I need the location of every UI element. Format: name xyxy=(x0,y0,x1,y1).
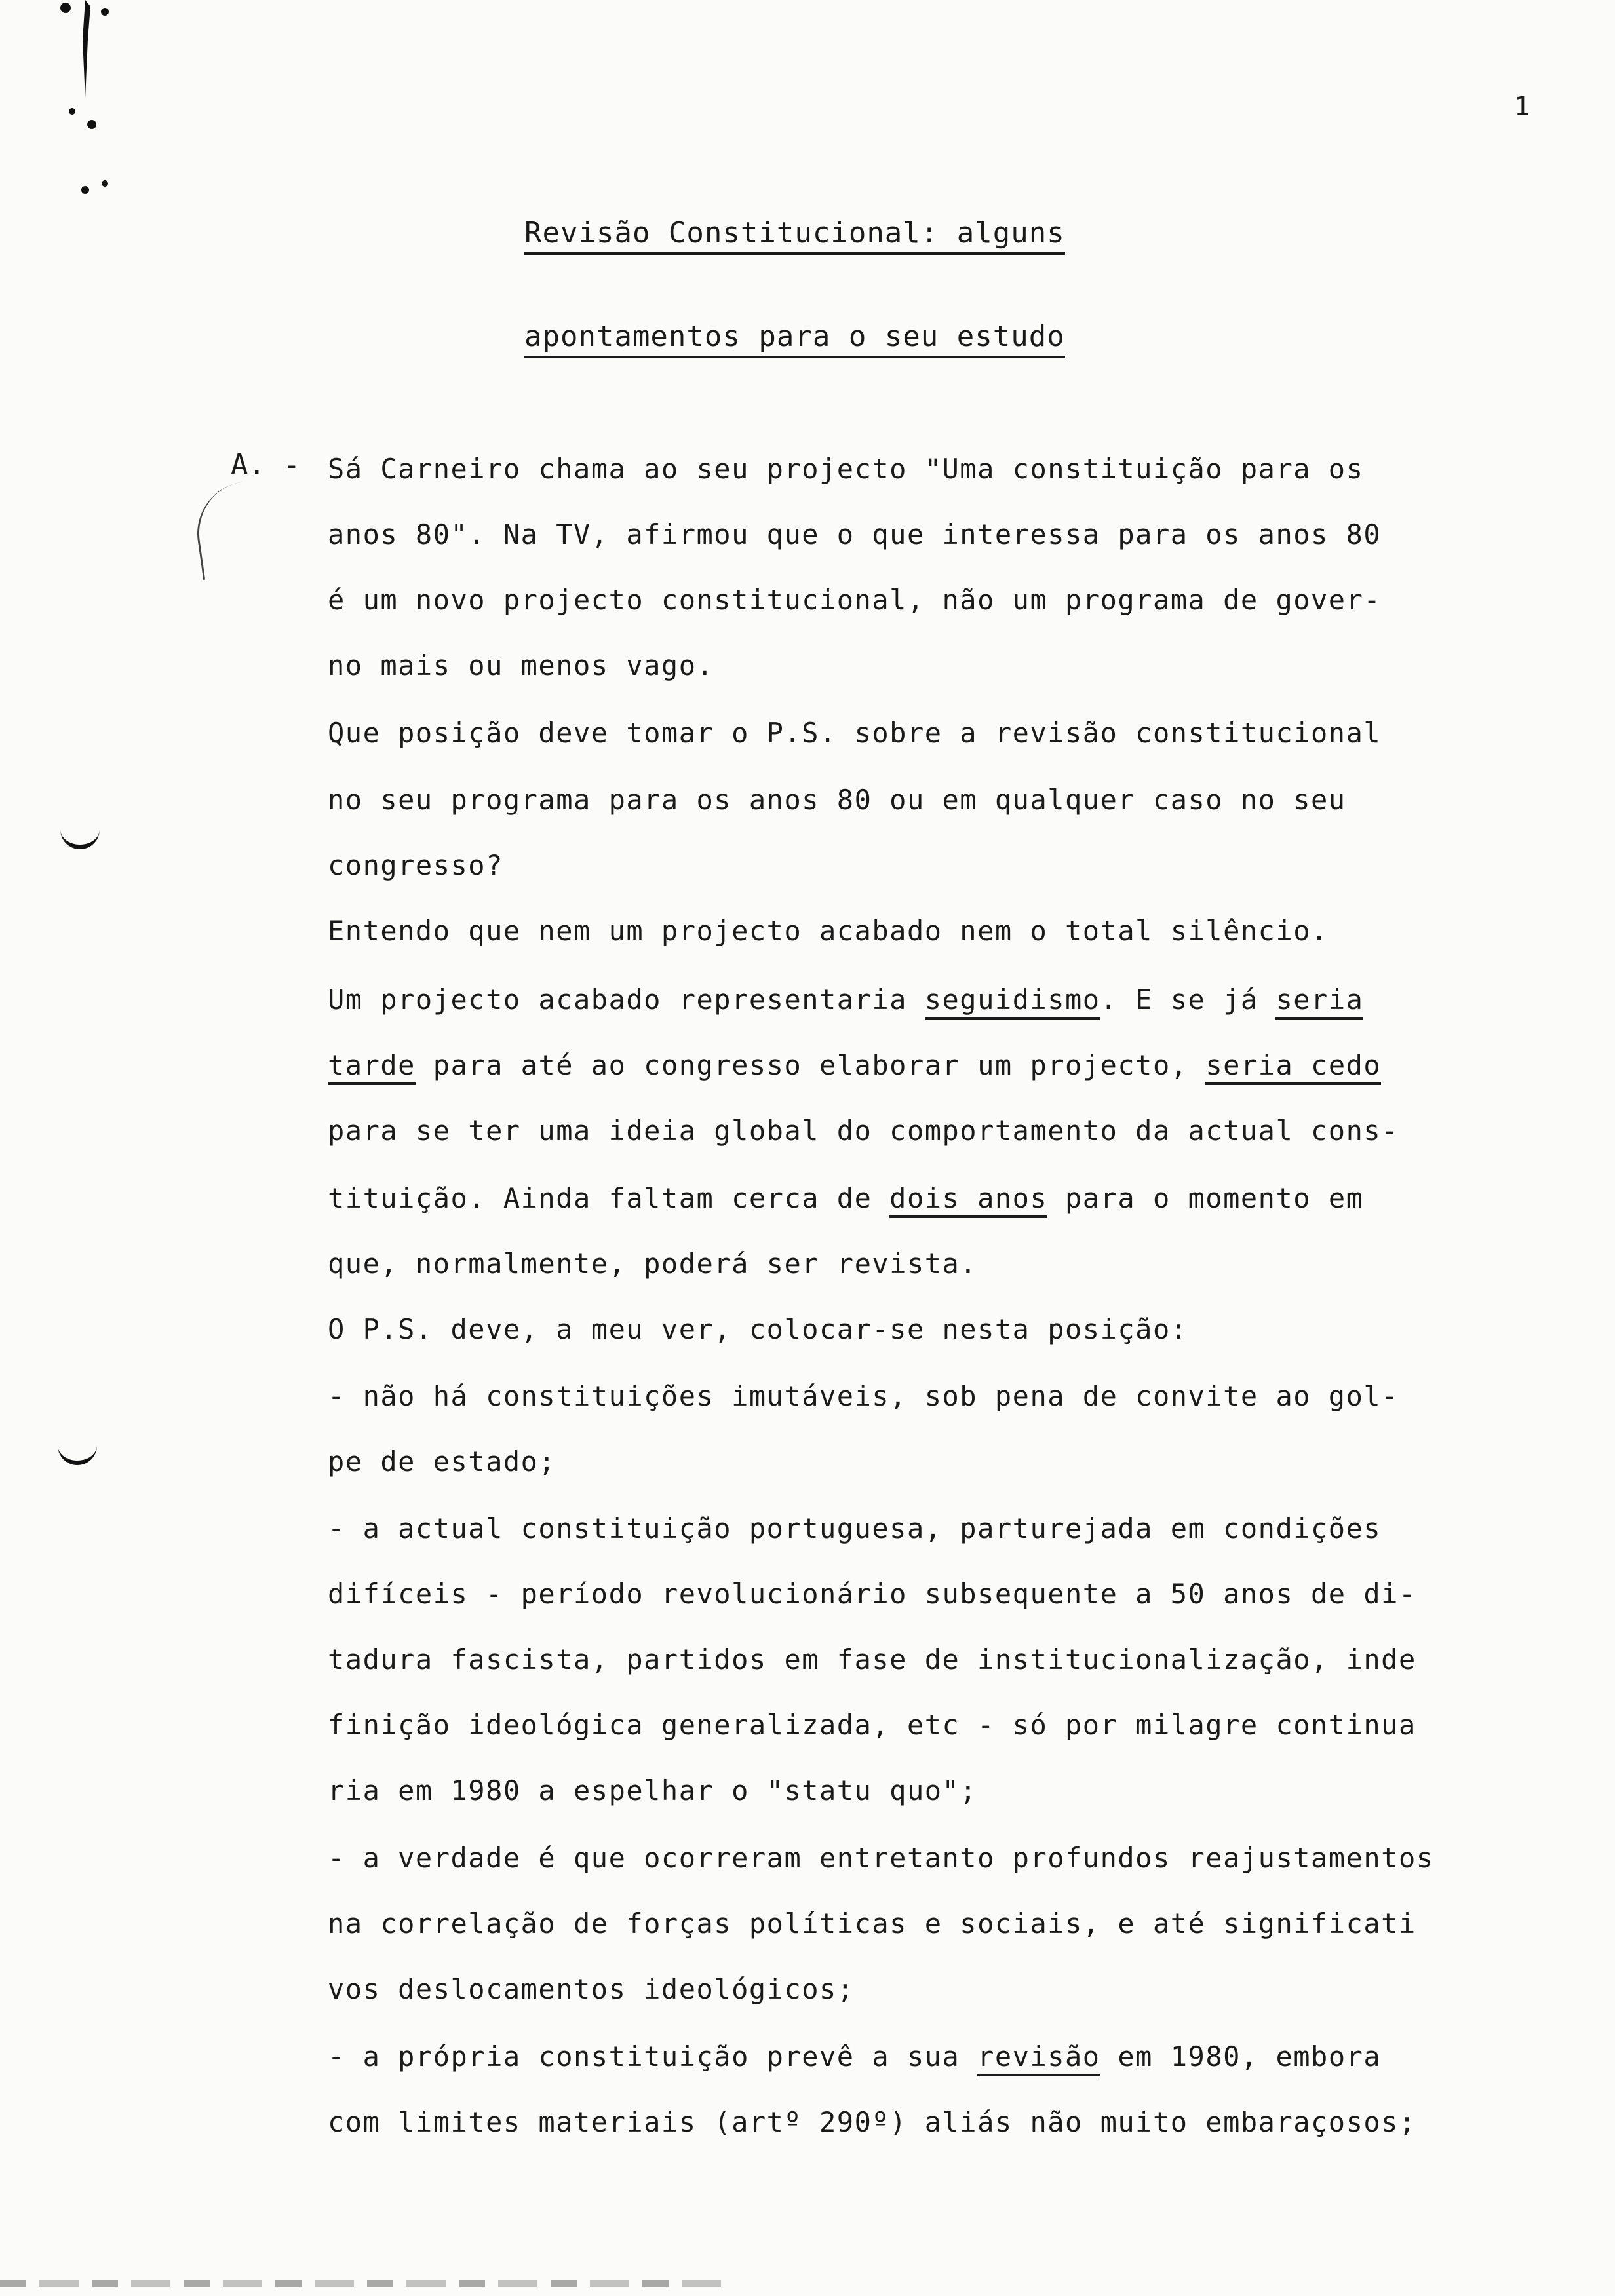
text-run: Um projecto acabado representaria xyxy=(328,984,925,1016)
text-run: . E se já xyxy=(1100,984,1276,1016)
ink-smudge-mark xyxy=(39,0,131,210)
text-run: tituição. Ainda faltam cerca de xyxy=(328,1182,890,1214)
text-line: - a actual constituição portuguesa, parturejada em condições xyxy=(328,1512,1382,1544)
text-line: no seu programa para os anos 80 ou em qualquer caso no seu xyxy=(328,784,1346,816)
text-line xyxy=(328,1182,1364,1214)
underlined-text: revisão xyxy=(977,2040,1100,2076)
text-line: é um novo projecto constitucional, não um programa de gover- xyxy=(328,584,1382,616)
text-run: - a própria constituição prevê a sua xyxy=(328,2040,978,2073)
text-line: Sá Carneiro chama ao seu projecto "Uma constituição para os xyxy=(328,453,1364,485)
punch-hole-mark xyxy=(58,1438,97,1465)
text-line: ria em 1980 a espelhar o "statu quo"; xyxy=(328,1774,978,1807)
text-line: finição ideológica generalizada, etc - só por milagre continua xyxy=(328,1709,1416,1741)
underlined-text: tarde xyxy=(328,1049,416,1085)
text-line: vos deslocamentos ideológicos; xyxy=(328,1973,855,2005)
text-line: O P.S. deve, a meu ver, colocar-se nesta posição: xyxy=(328,1313,1188,1345)
text-line: Entendo que nem um projecto acabado nem o total silêncio. xyxy=(328,915,1329,947)
text-run: para o momento em xyxy=(1047,1182,1364,1214)
text-line: pe de estado; xyxy=(328,1445,556,1478)
text-run: em 1980, embora xyxy=(1100,2040,1382,2073)
text-line xyxy=(328,986,1363,1014)
text-line: na correlação de forças políticas e sociais, e até significati xyxy=(328,1907,1416,1940)
underlined-text: seria xyxy=(1275,984,1363,1020)
underlined-text: seguidismo xyxy=(925,984,1100,1020)
scan-edge-mark xyxy=(0,2280,721,2287)
text-run: para até ao congresso elaborar um projecto, xyxy=(415,1049,1206,1081)
text-line: difíceis - período revolucionário subsequente a 50 anos de di- xyxy=(328,1578,1416,1610)
punch-hole-mark xyxy=(60,822,100,849)
title-line-1: Revisão Constitucional: alguns xyxy=(524,216,1065,255)
margin-bracket-mark xyxy=(191,482,258,580)
text-line: que, normalmente, poderá ser revista. xyxy=(328,1248,978,1280)
text-line: - não há constituições imutáveis, sob pena de convite ao gol- xyxy=(328,1380,1399,1412)
text-line xyxy=(328,1049,1382,1081)
text-line: Que posição deve tomar o P.S. sobre a revisão constitucional xyxy=(328,717,1382,749)
text-line: - a verdade é que ocorreram entretanto profundos reajustamentos xyxy=(328,1842,1434,1874)
text-line: congresso? xyxy=(328,849,503,881)
section-label: A. - xyxy=(231,448,300,482)
text-line xyxy=(328,2040,1382,2073)
page-number: 1 xyxy=(1514,92,1530,122)
text-line: tadura fascista, partidos em fase de institucionalização, inde xyxy=(328,1643,1416,1675)
text-line: para se ter uma ideia global do comportamento da actual cons- xyxy=(328,1115,1399,1147)
underlined-text: dois anos xyxy=(889,1182,1047,1218)
title-line-2: apontamentos para o seu estudo xyxy=(524,320,1065,358)
text-line: anos 80". Na TV, afirmou que o que interessa para os anos 80 xyxy=(328,518,1382,550)
underlined-text: seria cedo xyxy=(1205,1049,1381,1085)
text-line: no mais ou menos vago. xyxy=(328,649,714,681)
text-line: com limites materiais (artº 290º) aliás não muito embaraçosos; xyxy=(328,2106,1416,2138)
